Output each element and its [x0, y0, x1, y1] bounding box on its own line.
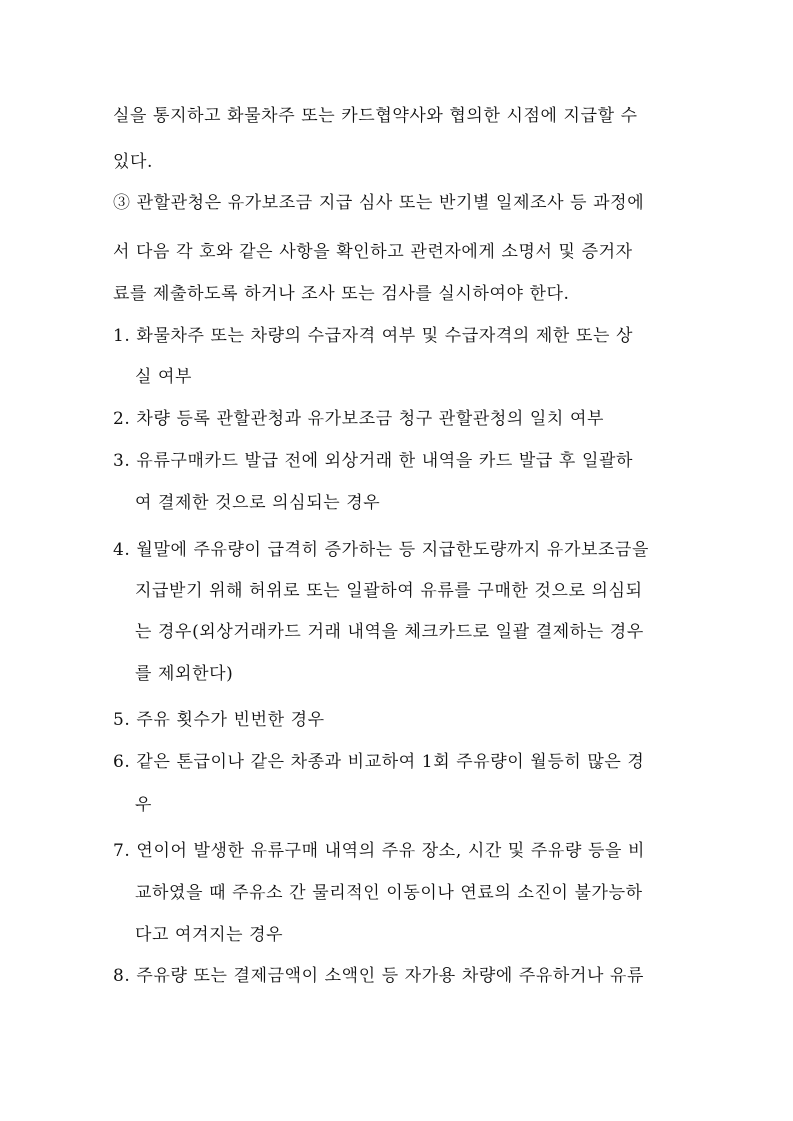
paragraph-2-continuation-line-2: 있다.: [113, 152, 154, 172]
paragraph-2-continuation-line-1: 실을 통지하고 화물차주 또는 카드협약사와 협의한 시점에 지급할 수: [113, 106, 638, 126]
list-item-6-line-1: 6. 같은 톤급이나 같은 차종과 비교하여 1회 주유량이 월등히 많은 경: [113, 752, 645, 772]
list-item-1-line-1: 1. 화물차주 또는 차량의 수급자격 여부 및 수급자격의 제한 또는 상: [113, 326, 634, 346]
list-item-7-line-3: 다고 여겨지는 경우: [135, 925, 284, 945]
list-item-3-line-2: 여 결제한 것으로 의심되는 경우: [135, 493, 381, 513]
list-item-4-line-1: 4. 월말에 주유량이 급격히 증가하는 등 지급한도량까지 유가보조금을: [113, 540, 650, 560]
list-item-4-line-4: 를 제외한다): [135, 664, 234, 684]
list-item-7-line-2: 교하였을 때 주유소 간 물리적인 이동이나 연료의 소진이 불가능하: [135, 883, 643, 903]
list-item-4-line-3: 는 경우(외상거래카드 거래 내역을 체크카드로 일괄 결제하는 경우: [135, 622, 644, 642]
list-item-3-line-1: 3. 유류구매카드 발급 전에 외상거래 한 내역을 카드 발급 후 일괄하: [113, 451, 634, 471]
list-item-6-line-2: 우: [135, 795, 153, 815]
paragraph-3-line-3: 료를 제출하도록 하거나 조사 또는 검사를 실시하여야 한다.: [113, 284, 570, 304]
list-item-5: 5. 주유 횟수가 빈번한 경우: [113, 710, 325, 730]
list-item-7-line-1: 7. 연이어 발생한 유류구매 내역의 주유 장소, 시간 및 주유량 등을 비: [113, 841, 646, 861]
list-item-2: 2. 차량 등록 관할관청과 유가보조금 청구 관할관청의 일치 여부: [113, 409, 604, 429]
list-item-8-line-1: 8. 주유량 또는 결제금액이 소액인 등 자가용 차량에 주유하거나 유류: [113, 966, 645, 986]
paragraph-3-line-2: 서 다음 각 호와 같은 사항을 확인하고 관련자에게 소명서 및 증거자: [113, 242, 633, 262]
list-item-4-line-2: 지급받기 위해 허위로 또는 일괄하여 유류를 구매한 것으로 의심되: [135, 581, 643, 601]
paragraph-3-line-1: ③ 관할관청은 유가보조금 지급 심사 또는 반기별 일제조사 등 과정에: [113, 193, 645, 213]
list-item-1-line-2: 실 여부: [135, 367, 193, 387]
